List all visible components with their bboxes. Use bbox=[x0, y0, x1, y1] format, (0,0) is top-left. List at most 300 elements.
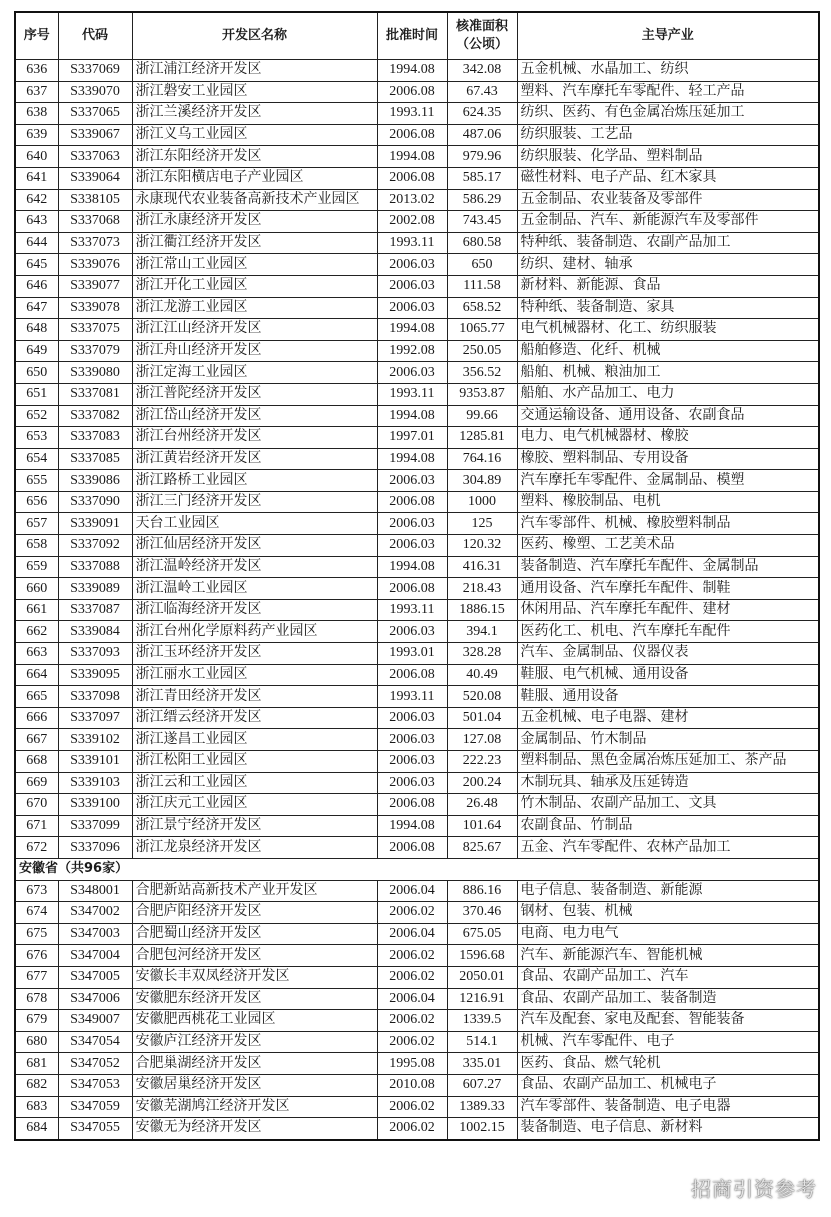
header-date: 批准时间 bbox=[377, 12, 447, 60]
cell-area: 585.17 bbox=[447, 167, 517, 189]
table-row bbox=[15, 405, 819, 427]
header-area: 核准面积 （公顷） bbox=[447, 12, 517, 60]
cell-seq: 649 bbox=[15, 340, 58, 362]
cell-zone-name: 浙江岱山经济开发区 bbox=[132, 405, 377, 427]
header-name: 开发区名称 bbox=[132, 12, 377, 60]
cell-area: 2050.01 bbox=[447, 966, 517, 988]
cell-code: S347005 bbox=[58, 966, 132, 988]
cell-zone-name: 浙江黄岩经济开发区 bbox=[132, 448, 377, 470]
cell-area: 40.49 bbox=[447, 664, 517, 686]
cell-seq: 643 bbox=[15, 211, 58, 233]
table-row bbox=[15, 275, 819, 297]
cell-approval-date: 2006.03 bbox=[377, 254, 447, 276]
cell-industry: 鞋服、电气机械、通用设备 bbox=[517, 664, 819, 686]
cell-zone-name: 天台工业园区 bbox=[132, 513, 377, 535]
cell-area: 1596.68 bbox=[447, 945, 517, 967]
cell-seq: 660 bbox=[15, 578, 58, 600]
table-row bbox=[15, 491, 819, 513]
cell-seq: 679 bbox=[15, 1010, 58, 1032]
cell-area: 487.06 bbox=[447, 124, 517, 146]
cell-zone-name: 安徽无为经济开发区 bbox=[132, 1118, 377, 1140]
cell-seq: 636 bbox=[15, 60, 58, 82]
table-row bbox=[15, 923, 819, 945]
cell-zone-name: 合肥蜀山经济开发区 bbox=[132, 923, 377, 945]
cell-code: S339080 bbox=[58, 362, 132, 384]
cell-code: S339084 bbox=[58, 621, 132, 643]
cell-approval-date: 2006.02 bbox=[377, 1096, 447, 1118]
cell-approval-date: 2006.02 bbox=[377, 902, 447, 924]
cell-code: S338105 bbox=[58, 189, 132, 211]
cell-industry: 医药、橡塑、工艺美术品 bbox=[517, 535, 819, 557]
table-row bbox=[15, 1010, 819, 1032]
cell-area: 979.96 bbox=[447, 146, 517, 168]
cell-area: 111.58 bbox=[447, 275, 517, 297]
cell-industry: 机械、汽车零配件、电子 bbox=[517, 1031, 819, 1053]
table-row bbox=[15, 707, 819, 729]
cell-seq: 665 bbox=[15, 686, 58, 708]
cell-area: 1389.33 bbox=[447, 1096, 517, 1118]
table-row bbox=[15, 383, 819, 405]
cell-area: 1216.91 bbox=[447, 988, 517, 1010]
table-row bbox=[15, 167, 819, 189]
cell-area: 67.43 bbox=[447, 81, 517, 103]
cell-approval-date: 2006.03 bbox=[377, 535, 447, 557]
cell-zone-name: 浙江永康经济开发区 bbox=[132, 211, 377, 233]
cell-seq: 675 bbox=[15, 923, 58, 945]
cell-approval-date: 2010.08 bbox=[377, 1074, 447, 1096]
cell-code: S348001 bbox=[58, 880, 132, 902]
cell-code: S337063 bbox=[58, 146, 132, 168]
cell-area: 501.04 bbox=[447, 707, 517, 729]
cell-area: 120.32 bbox=[447, 535, 517, 557]
table-row bbox=[15, 902, 819, 924]
cell-industry: 休闲用品、汽车摩托车配件、建材 bbox=[517, 599, 819, 621]
cell-area: 514.1 bbox=[447, 1031, 517, 1053]
cell-zone-name: 浙江云和工业园区 bbox=[132, 772, 377, 794]
cell-code: S339077 bbox=[58, 275, 132, 297]
cell-zone-name: 浙江龙泉经济开发区 bbox=[132, 837, 377, 859]
cell-industry: 装备制造、汽车摩托车配件、金属制品 bbox=[517, 556, 819, 578]
table-row bbox=[15, 945, 819, 967]
cell-area: 218.43 bbox=[447, 578, 517, 600]
table-row bbox=[15, 664, 819, 686]
cell-zone-name: 浙江温岭工业园区 bbox=[132, 578, 377, 600]
cell-seq: 664 bbox=[15, 664, 58, 686]
cell-approval-date: 1993.11 bbox=[377, 686, 447, 708]
cell-approval-date: 2006.08 bbox=[377, 81, 447, 103]
header-row bbox=[15, 12, 819, 60]
cell-seq: 670 bbox=[15, 794, 58, 816]
cell-approval-date: 2006.02 bbox=[377, 1010, 447, 1032]
cell-approval-date: 1993.11 bbox=[377, 103, 447, 125]
cell-approval-date: 2006.02 bbox=[377, 1118, 447, 1140]
cell-zone-name: 浙江松阳工业园区 bbox=[132, 751, 377, 773]
cell-industry: 五金制品、汽车、新能源汽车及零部件 bbox=[517, 211, 819, 233]
cell-area: 658.52 bbox=[447, 297, 517, 319]
table-row bbox=[15, 686, 819, 708]
cell-industry: 食品、农副产品加工、机械电子 bbox=[517, 1074, 819, 1096]
cell-seq: 656 bbox=[15, 491, 58, 513]
cell-approval-date: 1993.11 bbox=[377, 599, 447, 621]
cell-approval-date: 2006.08 bbox=[377, 124, 447, 146]
table-row bbox=[15, 643, 819, 665]
cell-approval-date: 1993.01 bbox=[377, 643, 447, 665]
cell-code: S339070 bbox=[58, 81, 132, 103]
cell-industry: 食品、农副产品加工、汽车 bbox=[517, 966, 819, 988]
cell-area: 127.08 bbox=[447, 729, 517, 751]
cell-approval-date: 2006.08 bbox=[377, 167, 447, 189]
cell-zone-name: 浙江庆元工业园区 bbox=[132, 794, 377, 816]
cell-industry: 五金机械、电子电器、建材 bbox=[517, 707, 819, 729]
cell-seq: 667 bbox=[15, 729, 58, 751]
cell-seq: 655 bbox=[15, 470, 58, 492]
cell-code: S337081 bbox=[58, 383, 132, 405]
cell-approval-date: 1994.08 bbox=[377, 448, 447, 470]
table-row bbox=[15, 966, 819, 988]
cell-zone-name: 永康现代农业装备高新技术产业园区 bbox=[132, 189, 377, 211]
cell-industry: 汽车零部件、装备制造、电子电器 bbox=[517, 1096, 819, 1118]
cell-industry: 五金制品、农业装备及零部件 bbox=[517, 189, 819, 211]
cell-area: 26.48 bbox=[447, 794, 517, 816]
cell-zone-name: 浙江浦江经济开发区 bbox=[132, 60, 377, 82]
cell-seq: 658 bbox=[15, 535, 58, 557]
cell-industry: 食品、农副产品加工、装备制造 bbox=[517, 988, 819, 1010]
cell-approval-date: 2006.03 bbox=[377, 470, 447, 492]
cell-area: 886.16 bbox=[447, 880, 517, 902]
cell-approval-date: 2002.08 bbox=[377, 211, 447, 233]
cell-seq: 666 bbox=[15, 707, 58, 729]
cell-code: S337085 bbox=[58, 448, 132, 470]
cell-approval-date: 2006.03 bbox=[377, 707, 447, 729]
cell-industry: 特种纸、装备制造、家具 bbox=[517, 297, 819, 319]
cell-zone-name: 浙江义乌工业园区 bbox=[132, 124, 377, 146]
cell-industry: 塑料、橡胶制品、电机 bbox=[517, 491, 819, 513]
cell-seq: 682 bbox=[15, 1074, 58, 1096]
cell-zone-name: 合肥包河经济开发区 bbox=[132, 945, 377, 967]
cell-zone-name: 浙江定海工业园区 bbox=[132, 362, 377, 384]
cell-area: 764.16 bbox=[447, 448, 517, 470]
cell-code: S337098 bbox=[58, 686, 132, 708]
table-row bbox=[15, 578, 819, 600]
cell-approval-date: 2006.02 bbox=[377, 966, 447, 988]
cell-code: S347059 bbox=[58, 1096, 132, 1118]
cell-approval-date: 1994.08 bbox=[377, 319, 447, 341]
cell-zone-name: 浙江衢江经济开发区 bbox=[132, 232, 377, 254]
table-row bbox=[15, 319, 819, 341]
cell-zone-name: 安徽居巢经济开发区 bbox=[132, 1074, 377, 1096]
cell-approval-date: 2006.03 bbox=[377, 729, 447, 751]
table-row bbox=[15, 362, 819, 384]
cell-zone-name: 浙江东阳经济开发区 bbox=[132, 146, 377, 168]
cell-code: S339089 bbox=[58, 578, 132, 600]
cell-industry: 纺织服装、化学品、塑料制品 bbox=[517, 146, 819, 168]
cell-code: S347054 bbox=[58, 1031, 132, 1053]
cell-area: 200.24 bbox=[447, 772, 517, 794]
cell-approval-date: 2006.08 bbox=[377, 794, 447, 816]
table-row bbox=[15, 772, 819, 794]
cell-approval-date: 2006.04 bbox=[377, 880, 447, 902]
cell-seq: 663 bbox=[15, 643, 58, 665]
cell-code: S337096 bbox=[58, 837, 132, 859]
cell-zone-name: 安徽庐江经济开发区 bbox=[132, 1031, 377, 1053]
cell-industry: 塑料制品、黑色金属冶炼压延加工、茶产品 bbox=[517, 751, 819, 773]
cell-code: S347003 bbox=[58, 923, 132, 945]
cell-industry: 纺织、医药、有色金属冶炼压延加工 bbox=[517, 103, 819, 125]
cell-area: 1886.15 bbox=[447, 599, 517, 621]
cell-code: S337069 bbox=[58, 60, 132, 82]
cell-area: 356.52 bbox=[447, 362, 517, 384]
cell-industry: 木制玩具、轴承及压延铸造 bbox=[517, 772, 819, 794]
cell-industry: 电力、电气机械器材、橡胶 bbox=[517, 427, 819, 449]
cell-code: S347004 bbox=[58, 945, 132, 967]
cell-industry: 纺织、建材、轴承 bbox=[517, 254, 819, 276]
cell-seq: 669 bbox=[15, 772, 58, 794]
cell-approval-date: 2013.02 bbox=[377, 189, 447, 211]
cell-approval-date: 2006.03 bbox=[377, 751, 447, 773]
cell-industry: 电商、电力电气 bbox=[517, 923, 819, 945]
cell-industry: 船舶修造、化纤、机械 bbox=[517, 340, 819, 362]
cell-code: S337082 bbox=[58, 405, 132, 427]
cell-seq: 659 bbox=[15, 556, 58, 578]
table-row bbox=[15, 599, 819, 621]
cell-seq: 678 bbox=[15, 988, 58, 1010]
cell-zone-name: 浙江缙云经济开发区 bbox=[132, 707, 377, 729]
cell-code: S337092 bbox=[58, 535, 132, 557]
cell-zone-name: 合肥巢湖经济开发区 bbox=[132, 1053, 377, 1075]
cell-approval-date: 2006.03 bbox=[377, 513, 447, 535]
development-zone-table bbox=[14, 11, 820, 1141]
cell-zone-name: 浙江温岭经济开发区 bbox=[132, 556, 377, 578]
cell-area: 125 bbox=[447, 513, 517, 535]
cell-code: S337083 bbox=[58, 427, 132, 449]
cell-zone-name: 安徽肥西桃花工业园区 bbox=[132, 1010, 377, 1032]
table-row bbox=[15, 189, 819, 211]
table-row bbox=[15, 340, 819, 362]
cell-approval-date: 2006.03 bbox=[377, 275, 447, 297]
cell-zone-name: 浙江玉环经济开发区 bbox=[132, 643, 377, 665]
cell-industry: 鞋服、通用设备 bbox=[517, 686, 819, 708]
cell-code: S339102 bbox=[58, 729, 132, 751]
table-row bbox=[15, 751, 819, 773]
cell-approval-date: 2006.02 bbox=[377, 945, 447, 967]
cell-area: 416.31 bbox=[447, 556, 517, 578]
cell-seq: 668 bbox=[15, 751, 58, 773]
cell-code: S339095 bbox=[58, 664, 132, 686]
table-row bbox=[15, 1074, 819, 1096]
table-row bbox=[15, 535, 819, 557]
cell-approval-date: 1994.08 bbox=[377, 146, 447, 168]
cell-seq: 672 bbox=[15, 837, 58, 859]
cell-industry: 五金机械、水晶加工、纺织 bbox=[517, 60, 819, 82]
section-row bbox=[15, 858, 819, 880]
cell-zone-name: 浙江台州化学原料药产业园区 bbox=[132, 621, 377, 643]
cell-zone-name: 浙江丽水工业园区 bbox=[132, 664, 377, 686]
cell-code: S347052 bbox=[58, 1053, 132, 1075]
table-row bbox=[15, 794, 819, 816]
cell-industry: 钢材、包装、机械 bbox=[517, 902, 819, 924]
cell-code: S337099 bbox=[58, 815, 132, 837]
table-row bbox=[15, 448, 819, 470]
cell-seq: 674 bbox=[15, 902, 58, 924]
cell-industry: 船舶、机械、粮油加工 bbox=[517, 362, 819, 384]
cell-code: S347053 bbox=[58, 1074, 132, 1096]
cell-zone-name: 安徽芜湖鸠江经济开发区 bbox=[132, 1096, 377, 1118]
cell-code: S337087 bbox=[58, 599, 132, 621]
table-row bbox=[15, 470, 819, 492]
cell-approval-date: 2006.08 bbox=[377, 491, 447, 513]
cell-code: S339064 bbox=[58, 167, 132, 189]
cell-seq: 653 bbox=[15, 427, 58, 449]
cell-zone-name: 浙江常山工业园区 bbox=[132, 254, 377, 276]
cell-code: S349007 bbox=[58, 1010, 132, 1032]
cell-code: S339100 bbox=[58, 794, 132, 816]
cell-area: 624.35 bbox=[447, 103, 517, 125]
cell-industry: 农副食品、竹制品 bbox=[517, 815, 819, 837]
table-row bbox=[15, 556, 819, 578]
cell-code: S337079 bbox=[58, 340, 132, 362]
section-title: 安徽省（共96家） bbox=[15, 858, 819, 880]
cell-code: S347002 bbox=[58, 902, 132, 924]
cell-seq: 673 bbox=[15, 880, 58, 902]
cell-approval-date: 2006.03 bbox=[377, 297, 447, 319]
cell-code: S339067 bbox=[58, 124, 132, 146]
cell-area: 825.67 bbox=[447, 837, 517, 859]
cell-approval-date: 2006.03 bbox=[377, 621, 447, 643]
table-row bbox=[15, 1118, 819, 1140]
cell-seq: 648 bbox=[15, 319, 58, 341]
cell-seq: 639 bbox=[15, 124, 58, 146]
cell-approval-date: 2006.08 bbox=[377, 578, 447, 600]
cell-seq: 645 bbox=[15, 254, 58, 276]
table-row bbox=[15, 513, 819, 535]
cell-industry: 橡胶、塑料制品、专用设备 bbox=[517, 448, 819, 470]
cell-seq: 671 bbox=[15, 815, 58, 837]
cell-area: 650 bbox=[447, 254, 517, 276]
cell-zone-name: 合肥新站高新技术产业开发区 bbox=[132, 880, 377, 902]
cell-zone-name: 安徽长丰双凤经济开发区 bbox=[132, 966, 377, 988]
cell-area: 743.45 bbox=[447, 211, 517, 233]
cell-zone-name: 浙江江山经济开发区 bbox=[132, 319, 377, 341]
cell-area: 328.28 bbox=[447, 643, 517, 665]
table-row bbox=[15, 60, 819, 82]
cell-zone-name: 浙江三门经济开发区 bbox=[132, 491, 377, 513]
cell-industry: 医药化工、机电、汽车摩托车配件 bbox=[517, 621, 819, 643]
cell-seq: 657 bbox=[15, 513, 58, 535]
cell-area: 9353.87 bbox=[447, 383, 517, 405]
cell-approval-date: 1994.08 bbox=[377, 815, 447, 837]
cell-seq: 661 bbox=[15, 599, 58, 621]
cell-industry: 船舶、水产品加工、电力 bbox=[517, 383, 819, 405]
cell-industry: 汽车、新能源汽车、智能机械 bbox=[517, 945, 819, 967]
cell-seq: 650 bbox=[15, 362, 58, 384]
cell-industry: 装备制造、电子信息、新材料 bbox=[517, 1118, 819, 1140]
cell-approval-date: 1994.08 bbox=[377, 60, 447, 82]
cell-code: S337097 bbox=[58, 707, 132, 729]
cell-industry: 电子信息、装备制造、新能源 bbox=[517, 880, 819, 902]
cell-industry: 新材料、新能源、食品 bbox=[517, 275, 819, 297]
cell-industry: 电气机械器材、化工、纺织服装 bbox=[517, 319, 819, 341]
table-row bbox=[15, 837, 819, 859]
cell-area: 675.05 bbox=[447, 923, 517, 945]
cell-industry: 汽车、金属制品、仪器仪表 bbox=[517, 643, 819, 665]
cell-approval-date: 2006.04 bbox=[377, 988, 447, 1010]
cell-industry: 汽车零部件、机械、橡胶塑料制品 bbox=[517, 513, 819, 535]
cell-area: 520.08 bbox=[447, 686, 517, 708]
table-row bbox=[15, 232, 819, 254]
cell-code: S337093 bbox=[58, 643, 132, 665]
cell-seq: 641 bbox=[15, 167, 58, 189]
cell-code: S337088 bbox=[58, 556, 132, 578]
cell-area: 586.29 bbox=[447, 189, 517, 211]
table-row bbox=[15, 880, 819, 902]
cell-code: S337065 bbox=[58, 103, 132, 125]
cell-code: S337068 bbox=[58, 211, 132, 233]
cell-approval-date: 2006.03 bbox=[377, 772, 447, 794]
cell-area: 250.05 bbox=[447, 340, 517, 362]
cell-industry: 交通运输设备、通用设备、农副食品 bbox=[517, 405, 819, 427]
cell-zone-name: 浙江兰溪经济开发区 bbox=[132, 103, 377, 125]
cell-industry: 医药、食品、燃气轮机 bbox=[517, 1053, 819, 1075]
cell-code: S337075 bbox=[58, 319, 132, 341]
cell-code: S339101 bbox=[58, 751, 132, 773]
cell-approval-date: 1994.08 bbox=[377, 556, 447, 578]
cell-seq: 638 bbox=[15, 103, 58, 125]
cell-area: 370.46 bbox=[447, 902, 517, 924]
cell-code: S339078 bbox=[58, 297, 132, 319]
cell-code: S347006 bbox=[58, 988, 132, 1010]
cell-industry: 竹木制品、农副产品加工、文具 bbox=[517, 794, 819, 816]
cell-area: 394.1 bbox=[447, 621, 517, 643]
table-row bbox=[15, 146, 819, 168]
cell-area: 1065.77 bbox=[447, 319, 517, 341]
cell-code: S339091 bbox=[58, 513, 132, 535]
table-row bbox=[15, 81, 819, 103]
table-row bbox=[15, 729, 819, 751]
table-row bbox=[15, 1031, 819, 1053]
cell-zone-name: 浙江仙居经济开发区 bbox=[132, 535, 377, 557]
cell-area: 101.64 bbox=[447, 815, 517, 837]
cell-zone-name: 浙江龙游工业园区 bbox=[132, 297, 377, 319]
cell-industry: 金属制品、竹木制品 bbox=[517, 729, 819, 751]
cell-seq: 684 bbox=[15, 1118, 58, 1140]
cell-seq: 683 bbox=[15, 1096, 58, 1118]
table-row bbox=[15, 103, 819, 125]
cell-zone-name: 浙江普陀经济开发区 bbox=[132, 383, 377, 405]
cell-seq: 651 bbox=[15, 383, 58, 405]
cell-zone-name: 浙江台州经济开发区 bbox=[132, 427, 377, 449]
table-row bbox=[15, 297, 819, 319]
table-row bbox=[15, 815, 819, 837]
cell-zone-name: 浙江景宁经济开发区 bbox=[132, 815, 377, 837]
table-row bbox=[15, 211, 819, 233]
cell-zone-name: 浙江磐安工业园区 bbox=[132, 81, 377, 103]
cell-approval-date: 2006.02 bbox=[377, 1031, 447, 1053]
cell-approval-date: 1994.08 bbox=[377, 405, 447, 427]
table-row bbox=[15, 1053, 819, 1075]
table-row bbox=[15, 621, 819, 643]
cell-zone-name: 浙江舟山经济开发区 bbox=[132, 340, 377, 362]
watermark: 招商引资参考 bbox=[691, 1177, 817, 1201]
cell-industry: 通用设备、汽车摩托车配件、制鞋 bbox=[517, 578, 819, 600]
cell-seq: 637 bbox=[15, 81, 58, 103]
cell-area: 1339.5 bbox=[447, 1010, 517, 1032]
cell-code: S337090 bbox=[58, 491, 132, 513]
cell-seq: 681 bbox=[15, 1053, 58, 1075]
cell-code: S339076 bbox=[58, 254, 132, 276]
cell-zone-name: 浙江遂昌工业园区 bbox=[132, 729, 377, 751]
cell-zone-name: 浙江开化工业园区 bbox=[132, 275, 377, 297]
cell-code: S347055 bbox=[58, 1118, 132, 1140]
